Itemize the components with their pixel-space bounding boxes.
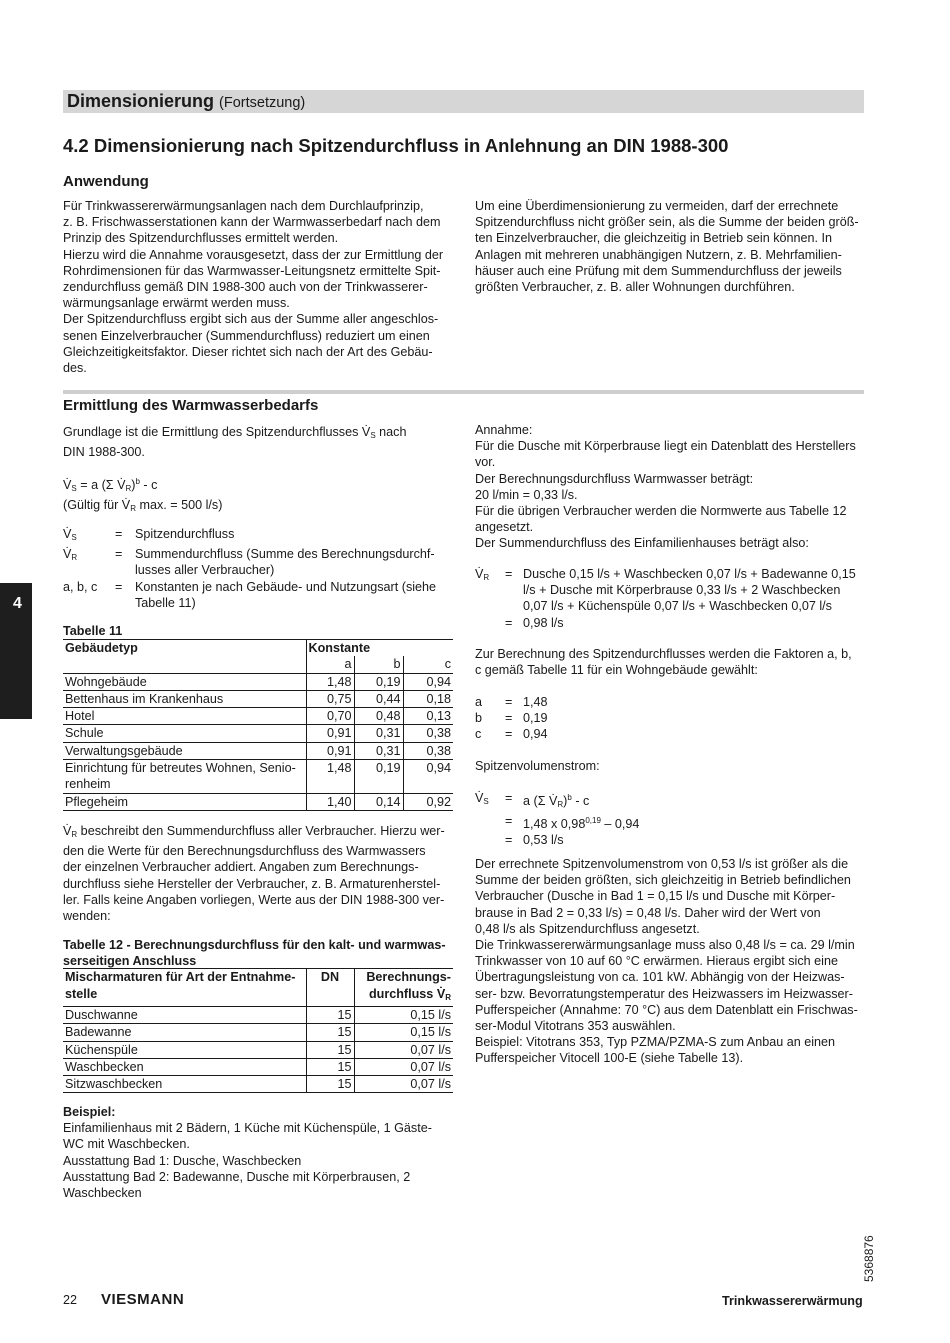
table11-cell-b: 0,19 (354, 760, 403, 794)
table11-cell-b: 0,44 (354, 690, 403, 707)
sum-result: 0,98 l/s (523, 615, 564, 630)
table12-cell-dn: 15 (306, 1041, 354, 1058)
vr-sub: R (71, 830, 78, 839)
table12-caption-1: Tabelle 12 - Berechnungsdurchfluss für den kalt- und warmwas- (63, 938, 446, 952)
sum-result-eq: = (505, 615, 513, 630)
definition-text-line: lusses aller Verbraucher) (135, 563, 275, 578)
table11-row (63, 708, 453, 725)
factor-row (475, 726, 548, 742)
table11-cell-c: 0,94 (403, 760, 453, 794)
table11-cell-a: 0,91 (306, 742, 354, 759)
calc-line1-sup: b (567, 793, 572, 802)
table12-cell-name: Küchenspüle (63, 1041, 306, 1058)
calc-line2-pre: 1,48 x 0,98 (523, 817, 586, 832)
factor-row (475, 710, 548, 726)
factor-eq: = (505, 711, 513, 726)
table11-header-gebaeudetyp: Gebäudetyp (63, 640, 306, 657)
factor-row (475, 694, 548, 710)
validity-post: max. = 500 l/s) (135, 498, 223, 513)
formula-symbol: V̇ (63, 478, 72, 492)
annahme-block (475, 422, 856, 552)
formula-close: ) (131, 478, 136, 492)
table11-header-b: b (354, 656, 403, 673)
anwendung-left-line: Hierzu wird die Annahme vorausgesetzt, dass der zur Ermittlung der (63, 247, 444, 262)
table12-cell-dn: 15 (306, 1007, 354, 1024)
ermittlung-intro (63, 424, 406, 460)
table11-cell-type (63, 690, 306, 707)
vr-line: wenden: (63, 909, 111, 924)
header-title-group (67, 91, 305, 112)
intro-text-2: DIN 1988-300. (63, 445, 145, 460)
definition-symbol-text: V̇ (63, 547, 72, 562)
factor-eq: = (505, 727, 513, 742)
definition-text (135, 526, 234, 546)
annahme-line: Für die Dusche mit Körperbrause liegt ein Datenblatt des Herstellers (475, 439, 856, 454)
sum-line: Dusche 0,15 l/s + Waschbecken 0,07 l/s + Badewanne 0,15 (523, 567, 856, 581)
beispiel-line: WC mit Waschbecken. (63, 1137, 190, 1152)
table12-cell-flow: 0,07 l/s (354, 1041, 453, 1058)
table12-header-flow-sub: R (445, 992, 451, 1002)
annahme-line: angesetzt. (475, 520, 534, 535)
anwendung-left-text (63, 198, 443, 376)
calc-line1-end: - c (571, 794, 590, 808)
table11-cell-type (63, 673, 306, 690)
sum-sub: R (483, 573, 490, 582)
table11-cell-b: 0,14 (354, 793, 403, 810)
table11-header-blank (63, 656, 306, 673)
vr-line: den die Werte für den Berechnungsdurchfluss des Warmwassers (63, 844, 426, 859)
definitions-list (63, 526, 453, 611)
table12-row (63, 1024, 453, 1041)
beispiel-line: Waschbecken (63, 1186, 142, 1201)
table11-cell-b: 0,31 (354, 725, 403, 742)
formula-sub-s: S (71, 484, 77, 493)
table11-row (63, 725, 453, 742)
final-line: Übertragungsleistung von ca. 101 kW. Abhängig von der Heizwas- (475, 970, 845, 985)
definition-symbol-text: V̇ (63, 527, 72, 541)
calc-line1-mid: ) (563, 794, 568, 808)
final-line: Beispiel: Vitotrans 353, Typ PZMA/PZMA-S zum Anbau an einen (475, 1035, 836, 1050)
anwendung-left-line: Prinzip des Spitzendurchflusses ermittelt werden. (63, 231, 339, 246)
anwendung-right-line: ten Einzelverbraucher, die gleichzeitig in Betrieb sein können. In (475, 231, 833, 246)
table11-cell-type-line: Wohngebäude (65, 674, 147, 689)
table12-header-flow (354, 969, 453, 1007)
anwendung-left-line: Gleichzeitigkeitsfaktor. Dieser richtet sich nach der Art des Gebäu- (63, 344, 433, 359)
anwendung-right-line: größten Verbraucher, z. B. aller Wohnungen durchführen. (475, 280, 795, 295)
table12-header-flow-2: durchfluss V̇ (368, 986, 446, 1001)
chapter-tab (0, 583, 32, 719)
table11-cell-type-line: Verwaltungsgebäude (65, 743, 183, 758)
definition-symbol (63, 579, 115, 611)
calc-eq-2: = (505, 814, 513, 829)
factor-value: 1,48 (523, 695, 548, 709)
vr-line: durchfluss siehe Hersteller der Verbraucher, z. B. Armaturenherstel- (63, 876, 441, 891)
definition-row (63, 526, 453, 546)
table11-cell-type (63, 760, 306, 794)
table12-cell-name: Waschbecken (63, 1058, 306, 1075)
spitzen-label: Spitzenvolumenstrom: (475, 759, 600, 773)
table11-cell-c: 0,13 (403, 708, 453, 725)
final-line: 0,48 l/s als Spitzendurchfluss angesetzt. (475, 921, 700, 936)
table-11 (63, 639, 453, 811)
table12-header-armatur (63, 969, 306, 1007)
definition-eq: = (115, 527, 123, 541)
anwendung-left-line: des. (63, 361, 87, 376)
anwendung-right-line: Um eine Überdimensionierung zu vermeiden, darf der errechnete (475, 199, 839, 213)
final-line: Pufferspeicher (Annahme: 70 °C) aus dem Datenblatt ein Frischwas- (475, 1002, 858, 1017)
calc-line1-sub: R (557, 800, 564, 809)
factor-eq: = (505, 695, 513, 709)
definition-row (63, 579, 453, 611)
definition-eq: = (115, 579, 123, 594)
table11-cell-c: 0,18 (403, 690, 453, 707)
definition-text (135, 546, 435, 578)
formula-mid: = a (Σ V̇ (76, 478, 126, 492)
annahme-line: Für die übrigen Verbraucher werden die Normwerte aus Tabelle 12 (475, 504, 847, 519)
table12-header-flow-1: Berechnungs- (366, 970, 451, 984)
definition-row (63, 546, 453, 578)
table11-cell-c: 0,94 (403, 673, 453, 690)
sum-symbol: V̇ (475, 567, 484, 581)
annahme-line: Annahme: (475, 423, 533, 437)
vr-line: der einzelnen Verbraucher addiert. Angaben zum Berechnungs- (63, 860, 419, 875)
table-12 (63, 968, 453, 1093)
factor-line: Zur Berechnung des Spitzendurchflusses werden die Faktoren a, b, (475, 647, 852, 661)
footer-chapter-title: Trinkwassererwärmung (722, 1294, 863, 1308)
table12-row (63, 1076, 453, 1093)
chapter-tab-number: 4 (13, 595, 22, 612)
anwendung-heading: Anwendung (63, 173, 149, 190)
section-header-bar (63, 90, 864, 113)
table11-cell-c: 0,38 (403, 742, 453, 759)
final-line: Verbraucher (Dusche in Bad 1 = 0,15 l/s und Dusche mit Körper- (475, 889, 836, 904)
table11-cell-c: 0,38 (403, 725, 453, 742)
anwendung-left-line: wärmungsanlage erwärmt werden muss. (63, 296, 290, 311)
vr-description (63, 823, 445, 924)
table11-cell-a: 1,48 (306, 760, 354, 794)
vr-lines (63, 843, 445, 924)
sum-line: l/s + Dusche mit Körperbrause 0,33 l/s + 2 Waschbecken (523, 583, 841, 598)
header-subtitle: (Fortsetzung) (219, 95, 306, 111)
table12-cell-dn: 15 (306, 1076, 354, 1093)
intro-text: Grundlage ist die Ermittlung des Spitzendurchflusses V̇ (63, 425, 371, 439)
calc-eq-1: = (505, 791, 513, 805)
table11-cell-type (63, 708, 306, 725)
table11-row (63, 760, 453, 794)
table12-cell-flow: 0,07 l/s (354, 1058, 453, 1075)
table11-cell-a: 0,91 (306, 725, 354, 742)
factor-value: 0,94 (523, 727, 548, 742)
beispiel-line: Ausstattung Bad 2: Badewanne, Dusche mit Körperbrausen, 2 (63, 1169, 411, 1184)
calc-line1-pre: a (Σ V̇ (523, 794, 558, 808)
table11-cell-type (63, 742, 306, 759)
table11-cell-a: 1,48 (306, 673, 354, 690)
factor-text (475, 646, 852, 678)
anwendung-left-line: Der Spitzendurchfluss ergibt sich aus der Summe aller angeschlos- (63, 312, 439, 327)
intro-sub: S (370, 431, 376, 440)
table11-cell-type-line: Bettenhaus im Krankenhaus (65, 691, 224, 706)
viessmann-logo: VIESMANN (101, 1291, 185, 1308)
validity-pre: (Gültig für V̇ (63, 498, 131, 513)
final-text (475, 856, 858, 1067)
calc-block (475, 790, 639, 849)
table11-row (63, 673, 453, 690)
table11-header-a: a (306, 656, 354, 673)
anwendung-right-line: Anlagen mit mehreren unabhängigen Nutzern, z. B. Mehrfamilien- (475, 247, 842, 262)
final-line: Trinkwasser von 10 auf 60 °C erwärmen. Hieraus ergibt sich eine (475, 954, 838, 969)
table11-cell-a: 0,75 (306, 690, 354, 707)
table12-cell-dn: 15 (306, 1024, 354, 1041)
calc-sub: S (483, 797, 489, 806)
table12-cell-name: Duschwanne (63, 1007, 306, 1024)
definition-symbol-sub: R (71, 553, 78, 563)
final-line: Der errechnete Spitzenvolumenstrom von 0,53 l/s ist größer als die (475, 857, 849, 871)
definition-eq: = (115, 547, 123, 562)
annahme-line: Der Berechnungsdurchfluss Warmwasser beträgt: (475, 471, 754, 486)
vr-line: ler. Falls keine Angaben vorliegen, Werte aus der DIN 1988-300 ver- (63, 892, 445, 907)
beispiel-line: Ausstattung Bad 1: Dusche, Waschbecken (63, 1153, 302, 1168)
sum-block (475, 566, 865, 631)
table11-header-c: c (403, 656, 453, 673)
definition-text-line: Konstanten je nach Gebäude- und Nutzungsart (siehe (135, 579, 437, 594)
formula-sub-r: R (125, 484, 132, 493)
definition-text-line: Tabelle 11) (135, 595, 196, 610)
table12-caption-2: serseitigen Anschluss (63, 954, 197, 969)
table12-caption (63, 937, 446, 969)
final-line: ser- bzw. Bevorratungstemperatur des Heizwassers im Heizwasser- (475, 986, 853, 1001)
beispiel-line: Einfamilienhaus mit 2 Bädern, 1 Küche mit Küchenspüle, 1 Gäste- (63, 1121, 432, 1136)
anwendung-right-line: Spitzendurchfluss nicht größer sein, als die Summe der beiden größ- (475, 215, 859, 230)
annahme-line: 20 l/min = 0,33 l/s. (475, 487, 578, 502)
factor-list (475, 694, 548, 743)
table12-row (63, 1007, 453, 1024)
table11-cell-b: 0,48 (354, 708, 403, 725)
factor-value: 0,19 (523, 711, 548, 726)
formula-sup-b: b (135, 477, 140, 486)
table11-cell-type-line: Pflegeheim (65, 794, 129, 809)
definition-text-line: Spitzendurchfluss (135, 527, 235, 541)
anwendung-left-line: Rohrdimensionen für das Warmwasser-Leitungsnetz ermittelte Spit- (63, 263, 441, 278)
validity-sub: R (130, 504, 136, 514)
definition-symbol-text: a, b, c (63, 579, 98, 594)
calc-line2-sup: 0,19 (585, 816, 601, 826)
final-line: ser-Modul Vitotrans 353 auswählen. (475, 1019, 676, 1034)
factor-line: c gemäß Tabelle 11 für ein Wohngebäude gewählt: (475, 663, 758, 678)
table11-row (63, 793, 453, 810)
table11-cell-type-line: renheim (65, 777, 111, 792)
section-divider (63, 390, 864, 394)
anwendung-left-line: zendurchfluss gemäß DIN 1988-300 auch von der Trinkwasserer- (63, 280, 428, 295)
final-line: brause in Bad 2 = 0,33 l/s) = 0,48 l/s. Daher wird der Wert von (475, 905, 821, 920)
table11-caption: Tabelle 11 (63, 624, 123, 638)
annahme-line: Der Summendurchfluss des Einfamilienhauses beträgt also: (475, 536, 809, 551)
vr-first-line: beschreibt den Summendurchfluss aller Verbraucher. Hierzu wer- (77, 824, 445, 838)
table12-header-armatur-1: Mischarmaturen für Art der Entnahme- (65, 970, 296, 984)
vr-symbol: V̇ (63, 824, 72, 838)
table12-cell-name: Sitzwaschbecken (63, 1076, 306, 1093)
anwendung-right-text (475, 198, 859, 295)
table11-cell-type-line: Schule (65, 726, 104, 741)
document-number: 5368876 (862, 1235, 876, 1282)
page-number: 22 (63, 1293, 78, 1307)
calc-eq-3: = (505, 833, 513, 848)
definition-text-line: Summendurchfluss (Summe des Berechnungsdurchf- (135, 547, 435, 562)
final-line: Die Trinkwassererwärmungsanlage muss also 0,48 l/s = ca. 29 l/min (475, 938, 855, 953)
table11-row (63, 742, 453, 759)
anwendung-right-line: häuser auch eine Prüfung mit dem Summendurchfluss der jeweils (475, 263, 842, 278)
table11-cell-a: 1,40 (306, 793, 354, 810)
formula-end: - c (139, 478, 158, 492)
final-line: Summe der beiden größten, sich gleichzeitig in Betrieb befindlichen (475, 873, 851, 888)
beispiel-block (63, 1104, 432, 1201)
formula-block (63, 474, 222, 517)
section-title: 4.2 Dimensionierung nach Spitzendurchfluss in Anlehnung an DIN 1988-300 (63, 135, 729, 156)
sum-line: 0,07 l/s + Küchenspüle 0,07 l/s + Waschbecken 0,07 l/s (523, 599, 832, 614)
table11-cell-c: 0,92 (403, 793, 453, 810)
sum-lines (523, 566, 856, 615)
definition-symbol (63, 546, 115, 578)
table11-cell-a: 0,70 (306, 708, 354, 725)
table11-cell-b: 0,31 (354, 742, 403, 759)
table12-cell-flow: 0,15 l/s (354, 1007, 453, 1024)
table12-row (63, 1058, 453, 1075)
table11-cell-type-line: Einrichtung für betreutes Wohnen, Senio- (65, 761, 296, 776)
table12-header-armatur-2: stelle (65, 986, 98, 1001)
table12-cell-dn: 15 (306, 1058, 354, 1075)
definition-symbol (63, 526, 115, 546)
sum-eq: = (505, 567, 513, 581)
beispiel-heading: Beispiel: (63, 1105, 116, 1119)
beispiel-lines (63, 1120, 432, 1201)
factor-key: b (475, 711, 483, 726)
table11-cell-type (63, 793, 306, 810)
table11-cell-type-line: Hotel (65, 709, 95, 724)
anwendung-left-line: Für Trinkwassererwärmungsanlagen nach dem Durchlaufprinzip, (63, 199, 424, 213)
table12-header-dn: DN (306, 969, 354, 1007)
table11-cell-b: 0,19 (354, 673, 403, 690)
ermittlung-heading: Ermittlung des Warmwasserbedarfs (63, 397, 319, 414)
annahme-line: vor. (475, 455, 496, 470)
definition-symbol-sub: S (71, 533, 77, 542)
calc-symbol: V̇ (475, 791, 484, 805)
table11-header-konstante: Konstante (306, 640, 453, 657)
definition-text (135, 579, 436, 611)
calc-line2-end: – 0,94 (600, 817, 640, 832)
table12-cell-flow: 0,07 l/s (354, 1076, 453, 1093)
table12-cell-flow: 0,15 l/s (354, 1024, 453, 1041)
intro-end: nach (375, 425, 407, 439)
header-title: Dimensionierung (67, 91, 215, 111)
anwendung-left-line: z. B. Frischwasserstationen kann der Warmwasserbedarf nach dem (63, 215, 441, 230)
anwendung-left-line: senen Einzelverbraucher (Summendurchfluss) reduziert um einen (63, 328, 430, 343)
final-line: Pufferspeicher Vitocell 100-E (siehe Tabelle 13). (475, 1051, 744, 1066)
table12-row (63, 1041, 453, 1058)
factor-key: c (475, 727, 482, 742)
calc-line3: 0,53 l/s (523, 833, 564, 848)
table12-cell-name: Badewanne (63, 1024, 306, 1041)
factor-key: a (475, 695, 483, 709)
table11-row (63, 690, 453, 707)
table11-cell-type (63, 725, 306, 742)
